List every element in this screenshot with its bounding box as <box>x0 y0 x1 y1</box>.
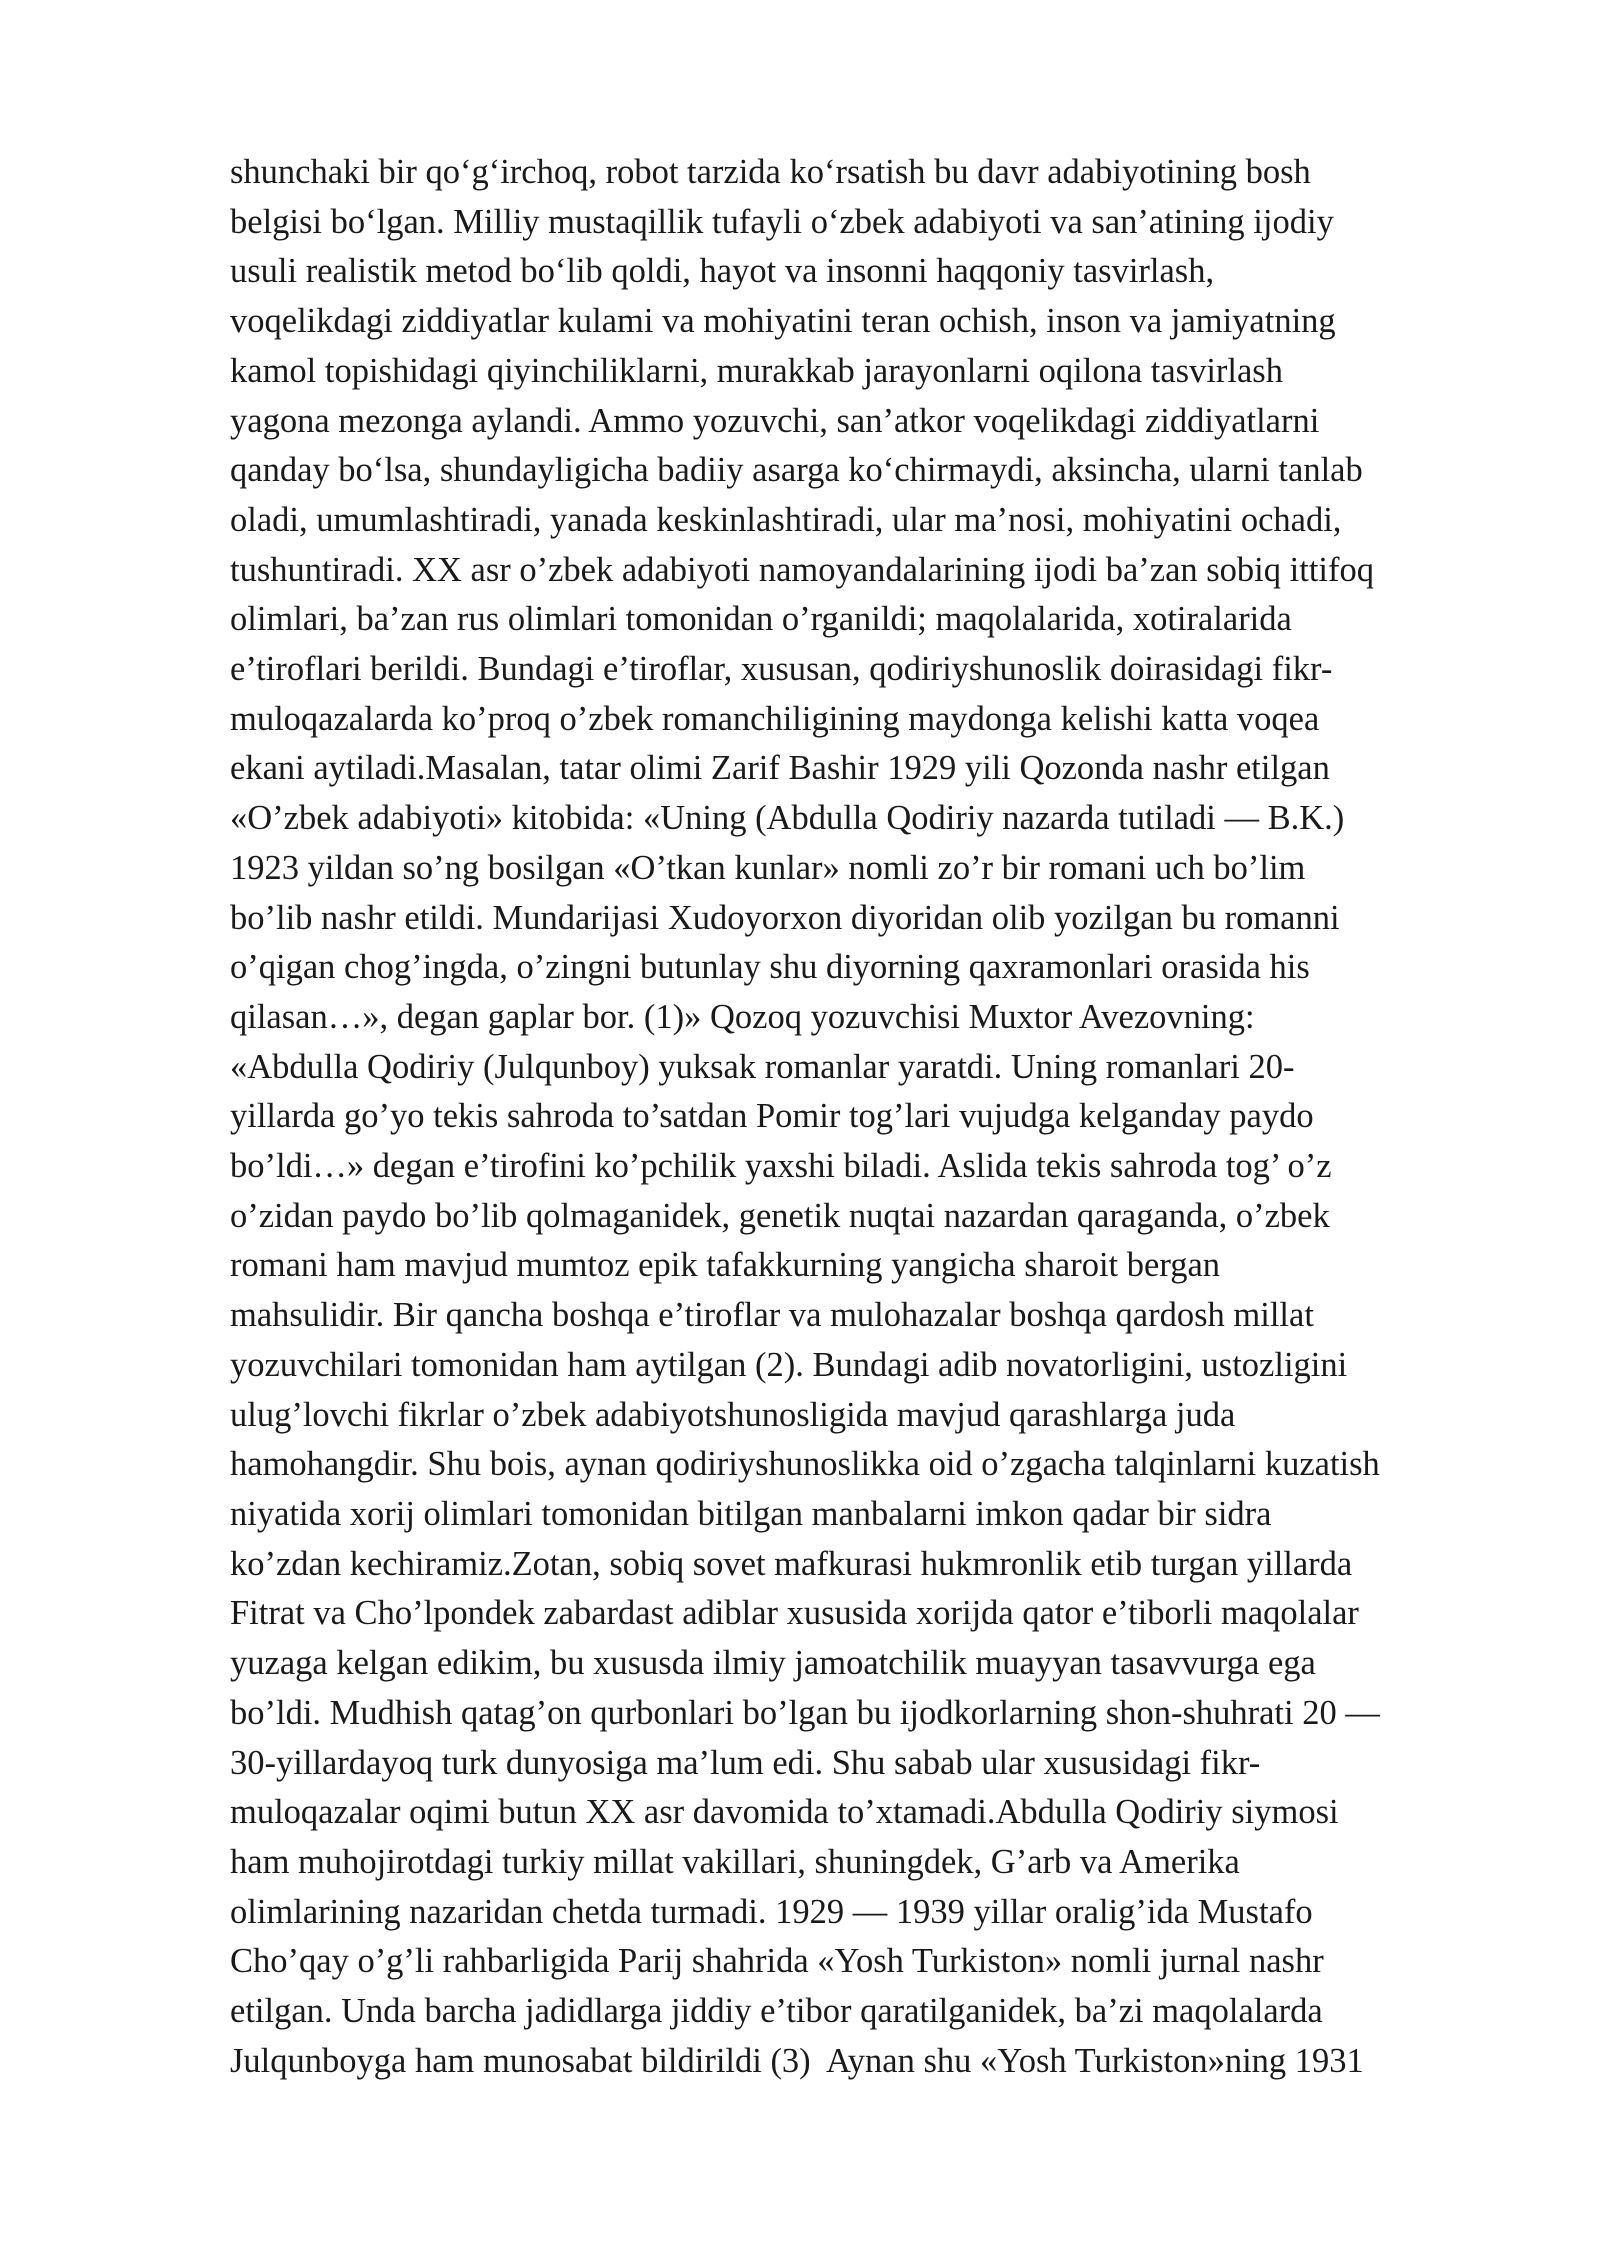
text-line: olimlarining nazaridan chetda turmadi. 1929 — 1939 yillar oralig’ida Mustafo <box>230 1892 1313 1931</box>
text-line: ko’zdan kechiramiz.Zotan, sobiq sovet mafkurasi hukmronlik etib turgan yillarda <box>230 1544 1353 1583</box>
text-line: etilgan. Unda barcha jadidlarga jiddiy e’tibor qaratilganidek, ba’zi maqolalarda <box>230 1992 1323 2031</box>
text-line: ulug’lovchi fikrlar o’zbek adabiyotshunosligida mavjud qarashlarga juda <box>230 1395 1236 1434</box>
text-line: qilasan…», degan gaplar bor. (1)» Qozoq yozuvchisi Muxtor Avezovning: <box>230 997 1255 1036</box>
text-line: o’zidan paydo bo’lib qolmaganidek, genetik nuqtai nazardan qaraganda, o’zbek <box>230 1196 1330 1235</box>
text-line: kamol topishidagi qiyinchiliklarni, murakkab jarayonlarni oqilona tasvirlash <box>230 351 1283 390</box>
text-line: 30-yillardayoq turk dunyosiga ma’lum edi. Shu sabab ular xususidagi fikr- <box>230 1743 1261 1782</box>
text-line: bo’lib nashr etildi. Mundarijasi Xudoyorxon diyoridan olib yozilgan bu romanni <box>230 898 1340 937</box>
text-line: niyatida xorij olimlari tomonidan bitilgan manbalarni imkon qadar bir sidra <box>230 1494 1272 1533</box>
text-line: «Abdulla Qodiriy (Julqunboy) yuksak romanlar yaratdi. Uning romanlari 20- <box>230 1047 1295 1086</box>
text-line: Julqunboyga ham munosabat bildirildi (3) Aynan shu «Yosh Turkiston»ning 1931 <box>230 2041 1364 2080</box>
body-text <box>230 148 1530 2086</box>
text-line: e’tiroflari berildi. Bundagi e’tiroflar, xususan, qodiriyshunoslik doirasidagi fikr- <box>230 650 1333 689</box>
text-line: muloqazalar oqimi butun XX asr davomida to’xtamadi.Abdulla Qodiriy siymosi <box>230 1793 1339 1832</box>
text-line: romani ham mavjud mumtoz epik tafakkurning yangicha sharoit bergan <box>230 1246 1221 1285</box>
text-line: ekani aytiladi.Masalan, tatar olimi Zarif Bashir 1929 yili Qozonda nashr etilgan <box>230 749 1330 788</box>
text-line: shunchaki bir qo‘g‘irchoq, robot tarzida ko‘rsatish bu davr adabiyotining bosh <box>230 153 1311 191</box>
text-line: ham muhojirotdagi turkiy millat vakillari, shuningdek, G’arb va Amerika <box>230 1842 1240 1881</box>
text-line: oladi, umumlashtiradi, yanada keskinlashtiradi, ular ma’nosi, mohiyatini ochadi, <box>230 500 1342 539</box>
text-line: qanday bo‘lsa, shundayligicha badiiy asarga ko‘chirmaydi, aksincha, ularni tanlab <box>230 451 1363 490</box>
text-line: 1923 yildan so’ng bosilgan «O’tkan kunlar» nomli zo’r bir romani uch bo’lim <box>230 848 1306 887</box>
text-line: mahsulidir. Bir qancha boshqa e’tiroflar va mulohazalar boshqa qardosh millat <box>230 1296 1314 1335</box>
text-line: usuli realistik metod bo‘lib qoldi, hayot va insonni haqqoniy tasvirlash, <box>230 252 1215 291</box>
text-line: olimlari, ba’zan rus olimlari tomonidan o’rganildi; maqolalarida, xotiralarida <box>230 600 1292 639</box>
text-line: yagona mezonga aylandi. Ammo yozuvchi, san’atkor voqelikdagi ziddiyatlarni <box>230 401 1320 440</box>
text-line: voqelikdagi ziddiyatlar kulami va mohiyatini teran ochish, inson va jamiyatning <box>230 302 1336 341</box>
text-line: belgisi bo‘lgan. Milliy mustaqillik tufayli o‘zbek adabiyoti va san’atining ijodiy <box>230 202 1334 241</box>
text-line: bo’ldi…» degan e’tirofini ko’pchilik yaxshi biladi. Aslida tekis sahroda tog’ o’z <box>230 1147 1332 1186</box>
text-line: Fitrat va Cho’lpondek zabardast adiblar xususida xorijda qator e’tiborli maqolalar <box>230 1594 1359 1633</box>
text-line: muloqazalarda ko’proq o’zbek romanchiligining maydonga kelishi katta voqea <box>230 699 1320 738</box>
text-line: yozuvchilari tomonidan ham aytilgan (2). Bundagi adib novatorligini, ustozligini <box>230 1345 1348 1384</box>
text-line: bo’ldi. Mudhish qatag’on qurbonlari bo’lgan bu ijodkorlarning shon-shuhrati 20 — <box>230 1693 1380 1732</box>
text-line: «O’zbek adabiyoti» kitobida: «Uning (Abdulla Qodiriy nazarda tutiladi — B.K.) <box>230 799 1345 838</box>
text-line: yillarda go’yo tekis sahroda to’satdan Pomir tog’lari vujudga kelganday paydo <box>230 1097 1314 1136</box>
text-line: Cho’qay o’g’li rahbarligida Parij shahrida «Yosh Turkiston» nomli jurnal nashr <box>230 1942 1324 1981</box>
text-line: hamohangdir. Shu bois, aynan qodiriyshunoslikka oid o’zgacha talqinlarni kuzatish <box>230 1445 1380 1484</box>
text-line: tushuntiradi. XX asr o’zbek adabiyoti namoyandalarining ijodi ba’zan sobiq ittifoq <box>230 550 1374 589</box>
text-line: yuzaga kelgan edikim, bu xususda ilmiy jamoatchilik muayyan tasavvurga ega <box>230 1644 1316 1683</box>
text-line: o’qigan chog’ingda, o’zingni butunlay shu diyorning qaxramonlari orasida his <box>230 948 1310 987</box>
